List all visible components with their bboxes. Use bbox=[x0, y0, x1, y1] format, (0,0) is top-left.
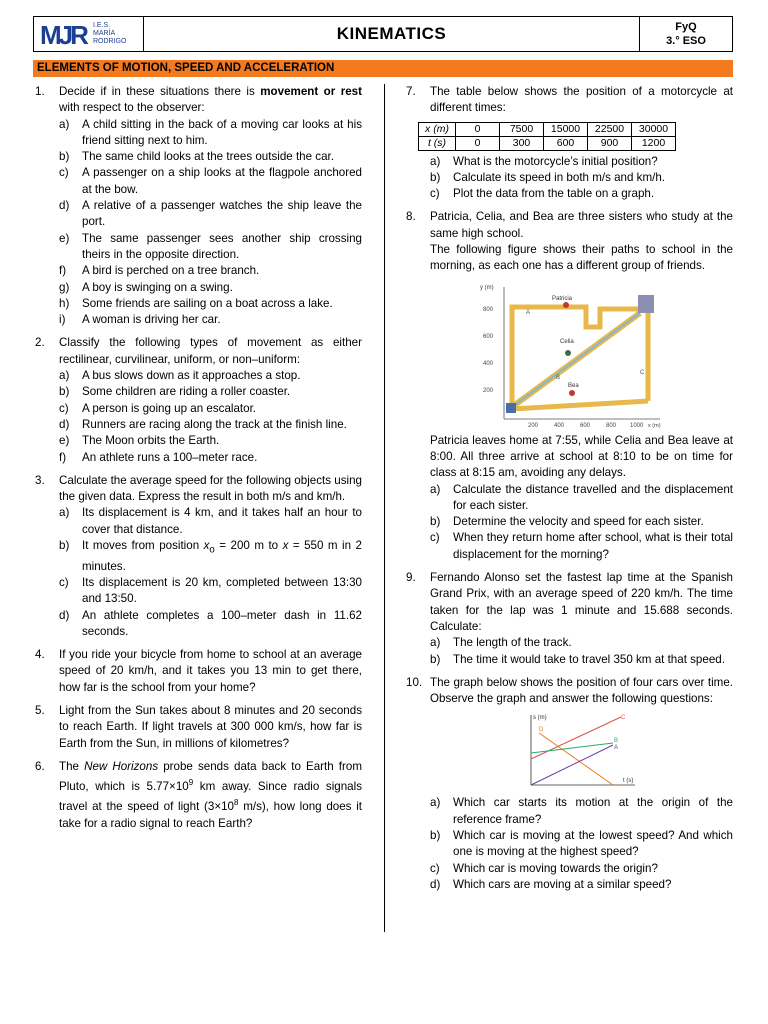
celia-figure-icon bbox=[565, 350, 571, 356]
list-item-text: A bus slows down as it approaches a stop. bbox=[82, 369, 301, 383]
list-item-letter: c) bbox=[430, 861, 440, 875]
bea-figure-icon bbox=[569, 390, 575, 396]
list-item: d) An athlete completes a 100–meter dash in 11.62 seconds. bbox=[59, 608, 362, 638]
list-item bbox=[59, 198, 362, 231]
list-item bbox=[59, 384, 362, 400]
list-item bbox=[59, 263, 362, 279]
question-1: 1. Decide if in these situations there is movement or rest with respect to the observer: a) A child sitting in the back of a moving car looks at his friend sitting next to him. b) The same child looks at the trees outside the car. c) A passenger on a ship looks at the flagpole anchored at the bow. d) A relative of a passenger watches the ship leave the port. e) The same passenger sees another ship crossing theirs in the opposite direction. f) A bird is perched on a tree branch. g) A boy is swinging on a swing. h) Some friends are sailing on a boat across a lake. i) A woman is driving her car. bbox=[33, 84, 362, 328]
list-item-letter: b) bbox=[59, 385, 70, 399]
home-icon bbox=[506, 403, 516, 413]
list-item bbox=[59, 165, 362, 198]
svg-text:C: C bbox=[621, 715, 626, 722]
list-item-text: A woman is driving her car. bbox=[82, 313, 221, 327]
svg-text:800: 800 bbox=[483, 306, 494, 313]
list-item-letter: c) bbox=[59, 401, 69, 415]
svg-text:800: 800 bbox=[606, 422, 617, 429]
list-item: a) Its displacement is 4 km, and it takes half an hour to cover that distance. bbox=[59, 506, 362, 536]
svg-text:y (m): y (m) bbox=[480, 284, 494, 291]
list-item-text: Calculate its speed in both m/s and km/h. bbox=[453, 170, 666, 184]
question-1-items bbox=[59, 117, 362, 329]
list-item-text: The same passenger sees another ship crossing theirs in the opposite direction. bbox=[82, 231, 362, 261]
paths-figure bbox=[480, 279, 685, 429]
list-item bbox=[59, 296, 362, 312]
course-info bbox=[639, 17, 732, 51]
table-row: t (s) 0 300 600 900 1200 bbox=[419, 136, 676, 150]
list-item-letter: d) bbox=[59, 417, 70, 431]
subject-label: FyQ bbox=[675, 21, 697, 33]
list-item-letter: c) bbox=[59, 166, 69, 180]
list-item-letter: c) bbox=[430, 531, 440, 545]
list-item: b) It moves from position $x_o = 200$ m to x = 550 m in 2 minutes. bbox=[59, 539, 362, 573]
question-9: 9. Fernando Alonso set the fastest lap time at the Spanish Grand Prix, with an average speed of 220 km/h. The time taken for the lap was 1 minute and 15.688 seconds. Calculate: a) The length of the track. b) The time it would take to travel 350 km at that speed. bbox=[404, 570, 733, 668]
list-item-letter: a) bbox=[430, 636, 441, 650]
page-header bbox=[33, 16, 733, 52]
list-item-text: When they return home after school, what is their total displacement for the morning? bbox=[453, 531, 733, 561]
svg-text:200: 200 bbox=[528, 422, 539, 429]
question-8: 8. Patricia, Celia, and Bea are three sisters who study at the same high school. The following figure shows their paths to school in the morning, as each one has a different group of friends. y (m) 800 600 400 200 200 400 600 800 1000 x (m) Patricia Celia Bea A B C Patricia leaves home at 7:55, while Celia and Bea leave at 8:00. All three arrive at school at 8:10 to be on time for class at 8:15 am, avoiding any delays. a) Calculate the distance travelled and the displacement for each sister. b) Determine the velocity and speed for each sister. c) When they return home after school, what is their total displacement for the morning? bbox=[404, 209, 733, 563]
list-item-letter: g) bbox=[59, 280, 70, 294]
list-item-letter: b) bbox=[59, 150, 70, 164]
question-3-text: Calculate the average speed for the following objects using the given data. Express the result in both m/s and km/h. bbox=[59, 473, 362, 504]
svg-text:t (s): t (s) bbox=[623, 778, 634, 785]
list-item bbox=[430, 877, 733, 893]
school-icon bbox=[638, 295, 654, 313]
question-10-items bbox=[430, 795, 733, 893]
svg-text:600: 600 bbox=[483, 333, 494, 340]
car-d-line bbox=[539, 733, 613, 785]
list-item-text: The time it would take to travel 350 km at that speed. bbox=[453, 652, 725, 666]
position-time-graph bbox=[525, 711, 645, 791]
svg-text:D: D bbox=[539, 727, 544, 734]
list-item bbox=[430, 154, 733, 170]
list-item bbox=[59, 450, 362, 466]
svg-text:400: 400 bbox=[554, 422, 565, 429]
list-item-text: A passenger on a ship looks at the flagpole anchored at the bow. bbox=[82, 166, 362, 196]
list-item-letter: d) bbox=[59, 199, 70, 213]
list-item-text: What is the motorcycle’s initial position? bbox=[453, 154, 658, 168]
svg-text:C: C bbox=[640, 369, 645, 376]
list-item-letter: a) bbox=[430, 796, 441, 810]
list-item-letter: b) bbox=[430, 170, 441, 184]
question-6: 6. The New Horizons probe sends data back to Earth from Pluto, which is $5.77\times 10^9$ km away. Since radio signals travel at the speed of light ($3\times 10^8$ m/s), how long does it take for a radio signal to reach Earth? bbox=[35, 759, 362, 830]
list-item bbox=[430, 170, 733, 186]
svg-text:B: B bbox=[556, 374, 561, 381]
list-item-letter: d) bbox=[430, 877, 441, 891]
svg-text:A: A bbox=[526, 309, 531, 316]
list-item bbox=[59, 117, 362, 150]
list-item-text: A boy is swinging on a swing. bbox=[82, 280, 233, 294]
svg-text:200: 200 bbox=[483, 387, 494, 394]
list-item-letter: b) bbox=[430, 652, 441, 666]
list-item-text: A person is going up an escalator. bbox=[82, 401, 257, 415]
list-item-text: Which cars are moving at a similar speed? bbox=[453, 877, 672, 891]
list-item bbox=[59, 149, 362, 165]
list-item-letter: b) bbox=[430, 829, 441, 843]
list-item-text: Which car is moving towards the origin? bbox=[453, 861, 658, 875]
list-item-letter: c) bbox=[430, 187, 440, 201]
list-item-text: Plot the data from the table on a graph. bbox=[453, 187, 655, 201]
list-item-letter: b) bbox=[430, 515, 441, 529]
list-item bbox=[430, 635, 733, 651]
list-item-text: The same child looks at the trees outside the car. bbox=[82, 150, 334, 164]
section-heading: ELEMENTS OF MOTION, SPEED AND ACCELERATION bbox=[33, 60, 733, 77]
list-item bbox=[59, 433, 362, 449]
school-logo bbox=[34, 17, 144, 51]
list-item-text: Some children are riding a roller coaster. bbox=[82, 385, 291, 399]
question-1-text: Decide if in these situations there is movement or rest with respect to the observer: bbox=[59, 85, 362, 115]
question-4: 4. If you ride your bicycle from home to school at an average speed of 20 km/h, and it takes you 13 min to get there, how far is the school from your home? bbox=[35, 648, 362, 694]
svg-text:600: 600 bbox=[580, 422, 591, 429]
list-item bbox=[59, 368, 362, 384]
list-item bbox=[430, 652, 733, 668]
list-item-letter: e) bbox=[59, 231, 70, 245]
list-item-letter: a) bbox=[59, 369, 70, 383]
list-item-letter: f) bbox=[59, 264, 67, 278]
list-item bbox=[59, 401, 362, 417]
svg-text:Patricia: Patricia bbox=[552, 295, 573, 302]
question-8-items bbox=[430, 482, 733, 563]
list-item-text: The length of the track. bbox=[453, 636, 572, 650]
question-9-items bbox=[430, 635, 733, 668]
list-item bbox=[430, 795, 733, 828]
question-3: 3. Calculate the average speed for the following objects using the given data. Express the result in both m/s and km/h. a) Its displacement is 4 km, and it takes half an hour to cover that distance. b) It moves from position $x_o = 200$ m to x = 550 m in 2 minutes. c) Its displacement is 20 km, completed between 13:30 and 13:50. d) An athlete completes a 100–meter dash in 11.62 seconds. bbox=[33, 473, 362, 640]
list-item-letter: a) bbox=[430, 482, 441, 496]
list-item-letter: i) bbox=[59, 313, 66, 327]
question-2-items bbox=[59, 368, 362, 466]
svg-text:B: B bbox=[614, 738, 619, 745]
svg-text:MJR: MJR bbox=[40, 21, 86, 47]
list-item-text: An athlete runs a 100–meter race. bbox=[82, 450, 258, 464]
svg-text:1000: 1000 bbox=[630, 422, 644, 429]
svg-text:A: A bbox=[614, 745, 619, 752]
svg-text:s (m): s (m) bbox=[533, 715, 547, 722]
list-item: c) Its displacement is 20 km, completed between 13:30 and 13:50. bbox=[59, 575, 362, 606]
list-item-letter: h) bbox=[59, 296, 70, 310]
list-item bbox=[59, 417, 362, 433]
list-item-letter: e) bbox=[59, 434, 70, 448]
list-item-text: Runners are racing along the track at the finish line. bbox=[82, 417, 347, 431]
question-5: 5. Light from the Sun takes about 8 minutes and 20 seconds to reach Earth. If light travels at 300 000 km/s, how far is Earth from the Sun, in millions of kilometres? bbox=[35, 704, 362, 750]
question-10: 10. The graph below shows the position of four cars over time. Observe the graph and answer the following questions: s (m) t (s) C D B A a) Which car starts its motion at the origin of the reference frame? b) Which car is moving at the lowest speed? And which one is moving at the highest speed? c) Which car is moving towards the origin? d) Which cars are moving at a similar speed? bbox=[404, 675, 733, 893]
list-item-text: A relative of a passenger watches the ship leave the port. bbox=[82, 199, 362, 229]
car-c-line bbox=[531, 717, 621, 759]
list-item-text: A child sitting in the back of a moving car looks at his friend sitting next to him. bbox=[82, 117, 362, 147]
patricia-figure-icon bbox=[563, 302, 569, 308]
list-item bbox=[430, 514, 733, 530]
list-item bbox=[430, 186, 733, 202]
list-item-text: The Moon orbits the Earth. bbox=[82, 434, 220, 448]
list-item bbox=[430, 530, 733, 563]
list-item bbox=[59, 280, 362, 296]
list-item bbox=[59, 231, 362, 264]
list-item bbox=[430, 861, 733, 877]
grade-label: 3.° ESO bbox=[666, 35, 706, 47]
list-item-letter: a) bbox=[430, 154, 441, 168]
svg-text:x (m): x (m) bbox=[648, 422, 661, 429]
list-item-text: Which car starts its motion at the origin of the reference frame? bbox=[453, 796, 733, 826]
left-column bbox=[33, 84, 362, 839]
svg-text:Bea: Bea bbox=[568, 382, 579, 389]
school-name: I.E.S. MARÍA RODRIGO bbox=[93, 22, 127, 45]
list-item-text: Some friends are sailing on a boat across a lake. bbox=[82, 296, 333, 310]
question-7: 7. The table below shows the position of a motorcycle at different times: x (m) 0 7500 15000 22500 30000 t (s) 0 300 600 900 1200 a) What is the motorcycle’s initial position? b) Calculate its speed in both m/s and km/h. c) Plot the data from the table on a graph. bbox=[404, 84, 733, 202]
right-column bbox=[404, 84, 733, 900]
list-item-text: Which car is moving at the lowest speed? And which one is moving at the highest speed? bbox=[453, 829, 733, 859]
question-7-items bbox=[430, 154, 733, 203]
list-item-letter: f) bbox=[59, 450, 67, 464]
table-row: x (m) 0 7500 15000 22500 30000 bbox=[419, 122, 676, 136]
list-item bbox=[430, 482, 733, 515]
logo-mark-icon bbox=[40, 21, 90, 47]
motorcycle-table bbox=[418, 122, 676, 151]
column-divider bbox=[384, 84, 385, 932]
list-item-text: Determine the velocity and speed for each sister. bbox=[453, 515, 704, 529]
list-item-letter: a) bbox=[59, 117, 70, 131]
list-item-text: A bird is perched on a tree branch. bbox=[82, 264, 260, 278]
question-2-text: Classify the following types of movement as either rectilinear, curvilinear, uniform, or non–uniform: bbox=[59, 336, 362, 366]
svg-text:Celia: Celia bbox=[560, 338, 574, 345]
question-2: 2. Classify the following types of movement as either rectilinear, curvilinear, uniform, or non–uniform: a) A bus slows down as it approaches a stop. b) Some children are riding a roller coaster. c) A person is going up an escalator. d) Runners are racing along the track at the finish line. e) The Moon orbits the Earth. f) An athlete runs a 100–meter race. bbox=[33, 335, 362, 465]
page-title: KINEMATICS bbox=[336, 24, 447, 43]
list-item bbox=[430, 828, 733, 861]
list-item-text: Calculate the distance travelled and the displacement for each sister. bbox=[453, 482, 733, 512]
svg-text:400: 400 bbox=[483, 360, 494, 367]
list-item bbox=[59, 312, 362, 328]
